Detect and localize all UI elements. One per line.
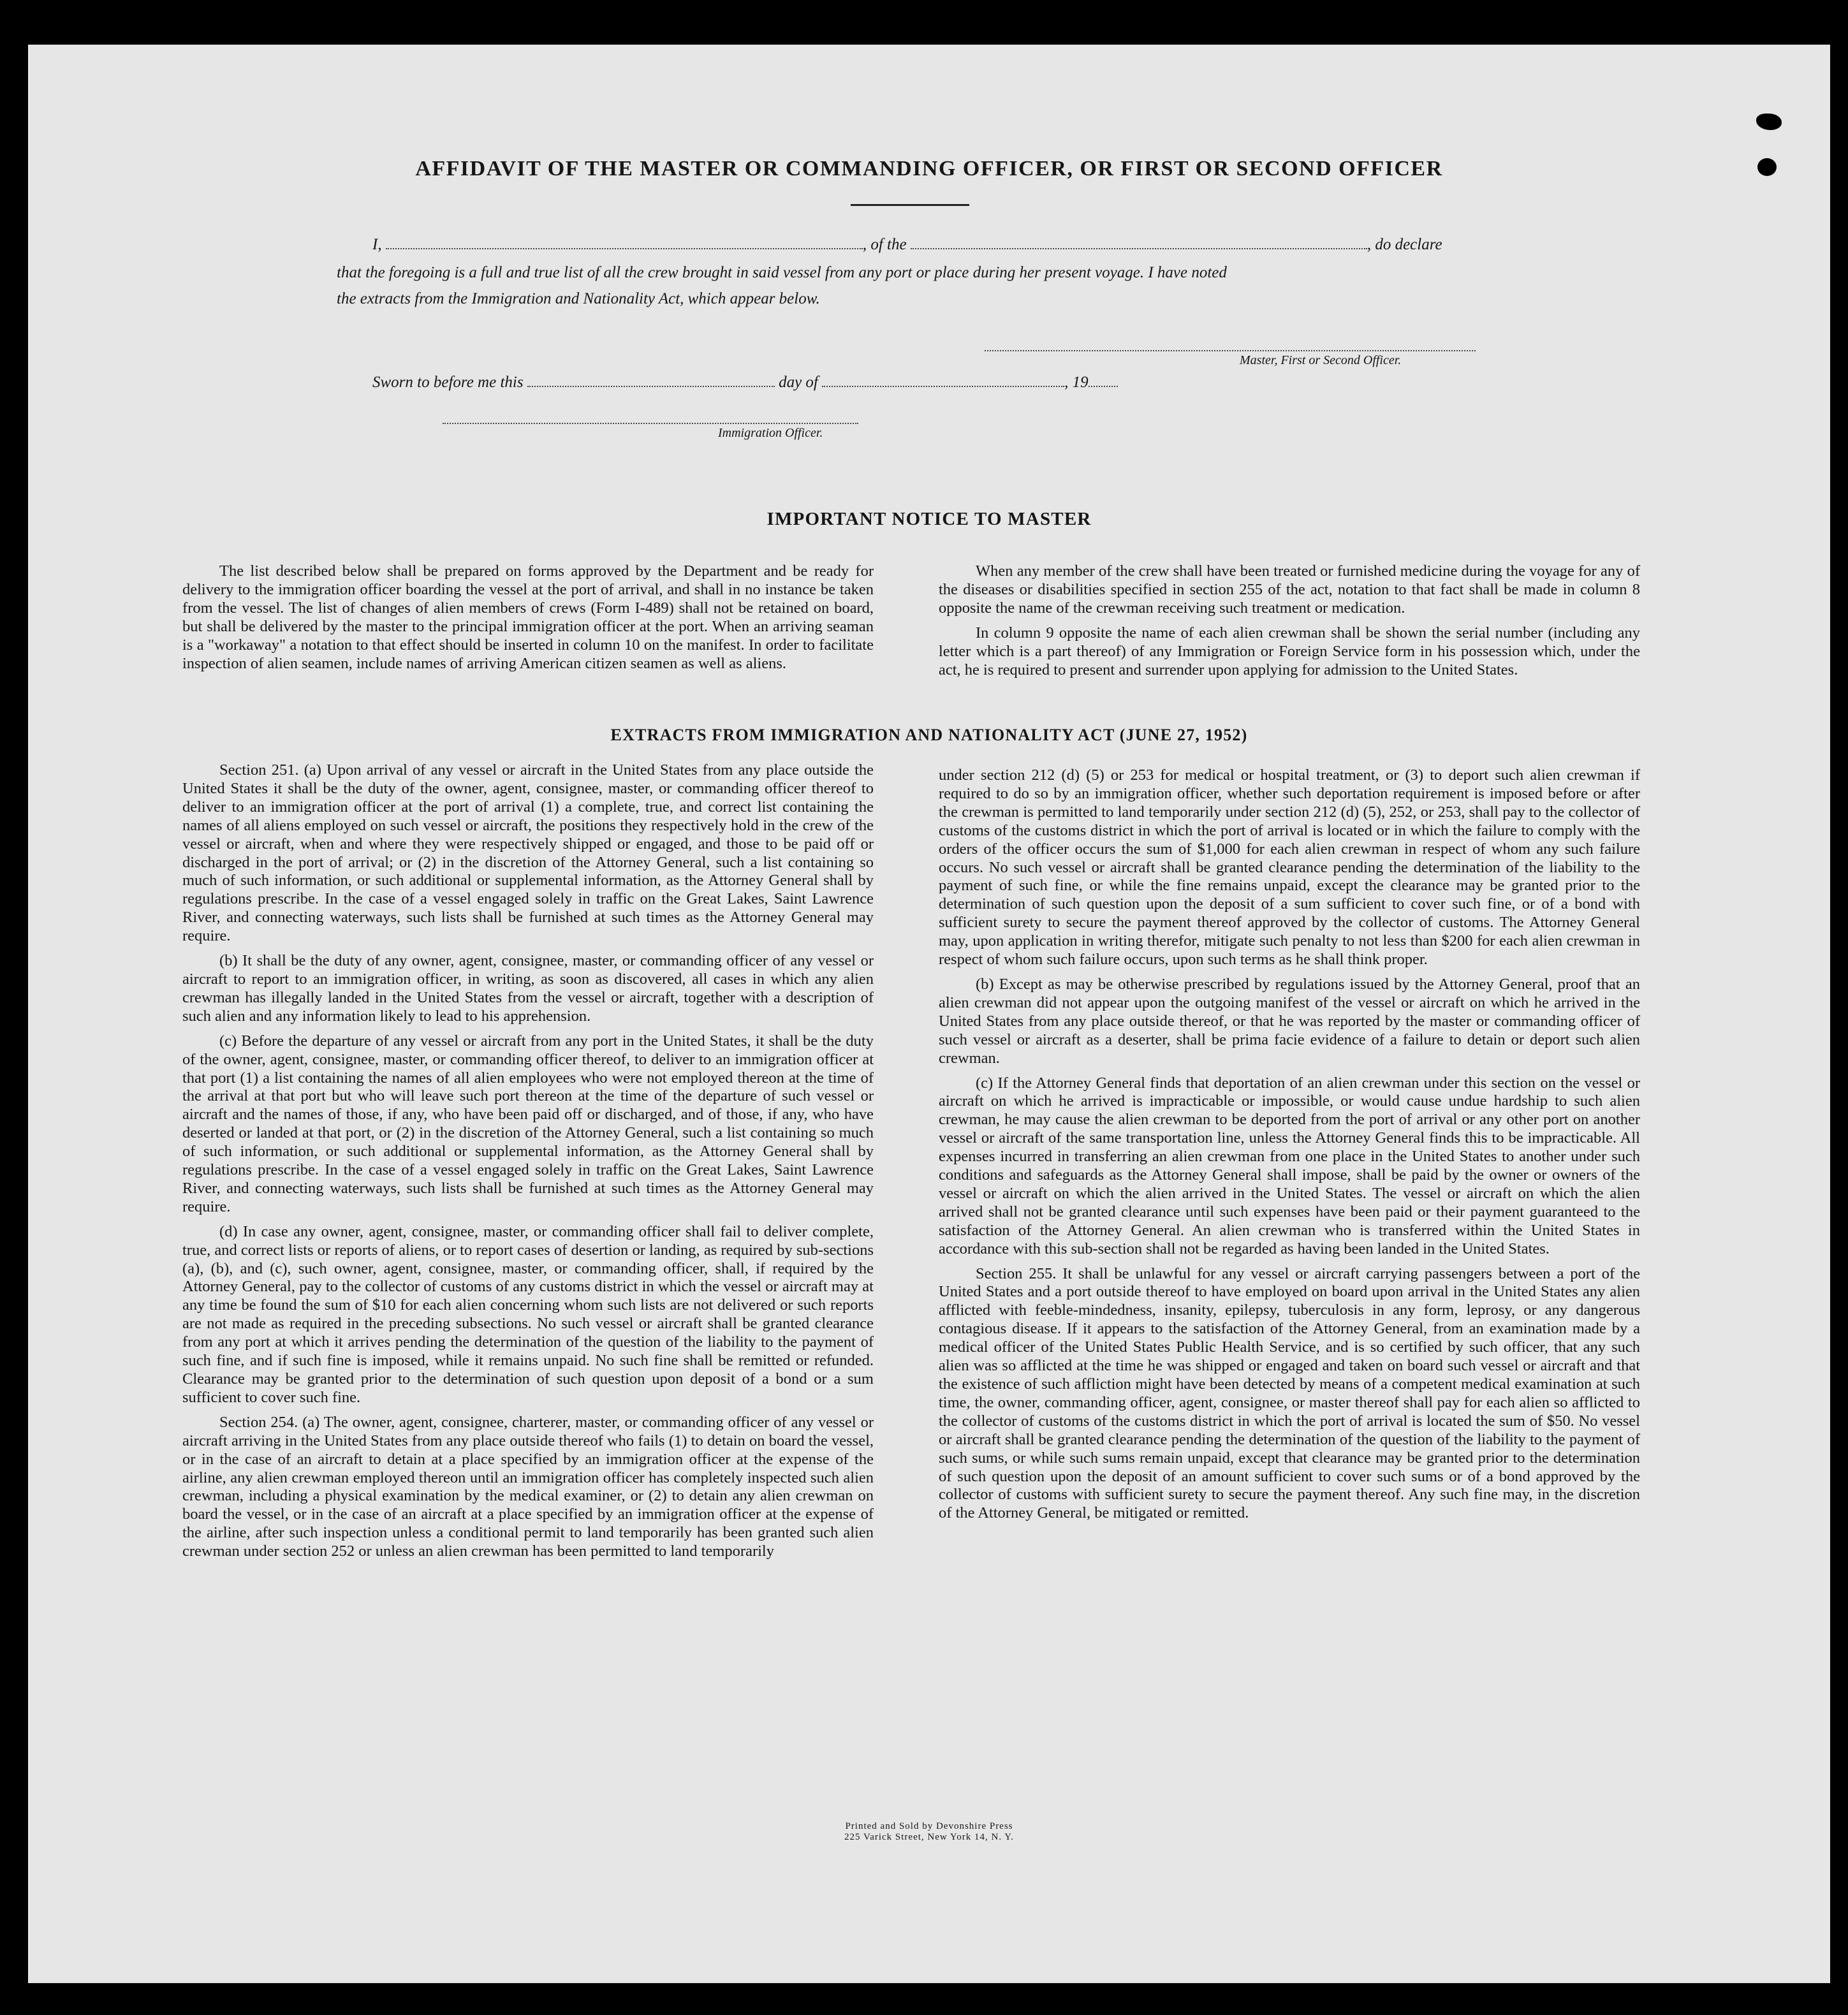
master-signature-field[interactable] (985, 349, 1476, 351)
section-paragraph: Section 254. (a) The owner, agent, consignee, charterer, master, or commanding officer of any vessel or aircraft arriving in the United States from any place outside thereof who fails (1) to detain on board the vessel, or in the case of an aircraft to detain at a place specified by an immigration officer at the expense of the airline, any alien crewman employed thereon until an immigration officer has completely inspected such alien crewman, including a physical examination by the medical examiner, or (2) to detain any alien crewman on board the vessel, or in the case of an aircraft at a place specified by an immigration officer at the expense of the airline, after such inspection unless a conditional permit to land temporarily has been granted such alien crewman under section 252 or unless an alien crewman has been permitted to land temporarily (182, 1413, 874, 1560)
section-paragraph: (c) Before the departure of any vessel or aircraft from any port in the United States, it shall be the duty of the owner, agent, consignee, master, or commanding officer thereof, to deliver to an immigration officer at that port (1) a list containing the names of all alien employees who were not employed thereon at the time of the arrival at that port but who will leave such port thereon at the time of the departure of such vessel or aircraft and the names of those, if any, who have been paid off or discharged, and of those, if any, who have deserted or landed at that port, or (2) in the discretion of the Attorney General, such a list containing so much of such information, or such additional or supplemental information, as the Attorney General shall by regulations prescribe. In the case of a vessel engaged solely in traffic on the Great Lakes, Saint Lawrence River, and connecting waterways, such lists shall be furnished at such times as the Attorney General may require. (182, 1032, 874, 1215)
section-paragraph: (b) Except as may be otherwise prescribed by regulations issued by the Attorney General, proof that an alien crewman did not appear upon the outgoing manifest of the vessel or aircraft on which he arrived in the United States from any place outside thereof, or that he was reported by the master or commanding officer of such vessel or aircraft as a deserter, shall be prima facie evidence of a failure to detain or deport such alien crewman. (939, 975, 1640, 1067)
extracts-right-column (939, 766, 1640, 1529)
immigration-officer-caption: Immigration Officer. (718, 426, 823, 440)
sworn-year-field[interactable] (1089, 385, 1118, 387)
immigration-officer-signature-field[interactable] (443, 422, 858, 424)
title-rule (851, 204, 969, 206)
declarant-name-field[interactable] (386, 247, 863, 249)
declarant-label: I, (372, 236, 382, 253)
year-label: , 19 (1064, 374, 1089, 391)
section-paragraph: Section 251. (a) Upon arrival of any vessel or aircraft in the United States from any place outside the United States it shall be the duty of the owner, agent, consignee, master, or commanding officer thereof to deliver to an immigration officer at the port of arrival (1) a complete, true, and correct list containing the names of all aliens employed on such vessel or aircraft, the positions they respectively hold in the crew of the vessel or aircraft, when and where they were respectively shipped or engaged, and those to be paid off or discharged in the port of arrival; or (2) in the discretion of the Attorney General, such a list containing so much of such information, or such additional or supplemental information, as the Attorney General shall by regulations prescribe. In the case of a vessel engaged solely in traffic on the Great Lakes, Saint Lawrence River, and connecting waterways, such lists shall be furnished at such times as the Attorney General may require. (182, 761, 874, 945)
declaration-line-3: the extracts from the Immigration and Nationality Act, which appear below. (337, 290, 820, 307)
extracts-left-column (182, 761, 874, 1567)
section-paragraph: Section 255. It shall be unlawful for any vessel or aircraft carrying passengers between a port of the United States and a port outside thereof to have employed on board upon arrival in the United States any alien afflicted with feeble-mindedness, insanity, epilepsy, tuberculosis in any form, leprosy, or any dangerous contagious disease. If it appears to the satisfaction of the Attorney General, from an examination made by a medical officer of the United States Public Health Service, and is so certified by such officer, that any such alien was so afflicted at the time he was shipped or engaged and taken on board such vessel or aircraft and that the existence of such affliction might have been detected by means of a competent medical examination at such time, the owner, commanding officer, agent, consignee, or master thereof shall pay for each alien so afflicted to the collector of customs of the customs district in which the port of arrival is located the sum of $50. No vessel or aircraft shall be granted clearance pending the determination of the question of the liability to the payment of such sums, or while such sums remain unpaid, except that clearance may be granted prior to the determination of such question upon the deposit of an amount sufficient to cover such sums or of a bond approved by the collector of customs with sufficient surety to secure the payment thereof. Any such fine may, in the discretion of the Attorney General, be mitigated or remitted. (939, 1264, 1640, 1522)
imprint-line-1: Printed and Sold by Devonshire Press (845, 1821, 1013, 1831)
imprint-line-2: 225 Varick Street, New York 14, N. Y. (844, 1832, 1014, 1842)
section-paragraph: under section 212 (d) (5) or 253 for medical or hospital treatment, or (3) to deport such alien crewman if required to do so by an immigration officer, whether such deportation requirement is imposed before or after the crewman is permitted to land temporarily under section 212 (d) (5), 252, or 253, shall pay to the collector of customs of the customs district in which the port of arrival is located or in which the failure to comply with the orders of the officer occurs the sum of $1,000 for each alien crewman in respect of whom any such failure occurs. No such vessel or aircraft shall be granted clearance pending the determination of the liability to the payment of such fine, or while the fine remains unpaid, except the clearance may be granted prior to the determination of such question upon the deposit of a sum sufficient to cover such fine, or of a bond with sufficient surety to secure the payment thereof approved by the collector of customs. The Attorney General may, upon application in writing therefor, mitigate such penalty to not less than $200 for each alien crewman in respect of whom such failure occurs, upon such terms as he shall think proper. (939, 766, 1640, 969)
notice-heading: IMPORTANT NOTICE TO MASTER (766, 509, 1092, 529)
printer-imprint (28, 1821, 1830, 1843)
notice-right-column (939, 562, 1640, 685)
notice-paragraph: The list described below shall be prepared on forms approved by the Department and be ready for delivery to the immigration officer boarding the vessel at the port of arrival, and shall in no instance be taken from the vessel. The list of changes of alien members of crews (Form I-489) shall not be retained on board, but shall be delivered by the master to the principal immigration officer at the port. When an arriving seaman is a "workaway" a notation to that effect should be inserted in column 10 on the manifest. In order to facilitate inspection of alien seamen, include names of arriving American citizen seamen as well as aliens. (182, 562, 874, 672)
master-signature-caption: Master, First or Second Officer. (1240, 353, 1402, 367)
declare-label: , do declare (1367, 236, 1442, 253)
affidavit-title: AFFIDAVIT OF THE MASTER OR COMMANDING OFFICER, OR FIRST OR SECOND OFFICER (415, 157, 1443, 180)
notice-left-column (182, 562, 874, 679)
document-sheet (28, 45, 1830, 1983)
section-paragraph: (c) If the Attorney General finds that deportation of an alien crewman under this section on the vessel or aircraft on which he arrived is impracticable or impossible, or would cause undue hardship to such alien crewman, he may cause the alien crewman to be deported from the port of arrival or any other port on another vessel or aircraft of the same transportation line, unless the Attorney General finds this to be impracticable. All expenses incurred in transferring an alien crewman from one place in the United States to another under such conditions and safeguards as the Attorney General shall impose, shall be paid by the owner or owners of the vessel or aircraft on which the alien arrived in the United States. The vessel or aircraft on which the alien arrived shall not be granted clearance until such expenses have been paid or their payment guaranteed to the satisfaction of the Attorney General. An alien crewman who is transferred within the United States in accordance with this sub-section shall not be regarded as having been landed in the United States. (939, 1074, 1640, 1257)
declaration-line-1 (372, 236, 1442, 254)
extracts-heading: EXTRACTS FROM IMMIGRATION AND NATIONALITY ACT (JUNE 27, 1952) (610, 726, 1248, 744)
vessel-name-field[interactable] (911, 247, 1367, 249)
notice-paragraph: When any member of the crew shall have been treated or furnished medicine during the voyage for any of the diseases or disabilities specified in section 255 of the act, notation to that fact shall be made in column 8 opposite the name of the crewman receiving such treatment or medication. (939, 562, 1640, 617)
notice-paragraph: In column 9 opposite the name of each alien crewman shall be shown the serial number (including any letter which is a part thereof) of any Immigration or Foreign Service form in his possession which, under the act, he is required to present and surrender upon applying for admission to the United States. (939, 624, 1640, 678)
day-of-label: day of (779, 374, 818, 391)
scan-speck-blot (1756, 114, 1782, 130)
sworn-month-field[interactable] (822, 385, 1064, 387)
sworn-day-field[interactable] (527, 385, 775, 387)
declaration-line-2: that the foregoing is a full and true list of all the crew brought in said vessel from any port or place during her present voyage. I have noted (337, 264, 1227, 281)
sworn-line (372, 374, 1118, 392)
vessel-label: , of the (862, 236, 907, 253)
sworn-label: Sworn to before me this (372, 374, 524, 391)
section-paragraph: (b) It shall be the duty of any owner, agent, consignee, master, or commanding officer of any vessel or aircraft to report to an immigration officer, in writing, as soon as discovered, all cases in which any alien crewman has illegally landed in the United States from the vessel or aircraft, together with a description of such alien and any information likely to lead to his apprehension. (182, 952, 874, 1025)
section-paragraph: (d) In case any owner, agent, consignee, master, or commanding officer shall fail to deliver complete, true, and correct lists or reports of aliens, or to report cases of desertion or landing, as required by sub-sections (a), (b), and (c), such owner, agent, consignee, master, or commanding officer, shall, if required by the Attorney General, pay to the collector of customs of any customs district in which the vessel or aircraft may at any time be found the sum of $10 for each alien concerning whom such lists are not delivered or such reports are not made as required in the preceding subsections. No such vessel or aircraft shall be granted clearance from any port at which it arrives pending the determination of the question of the liability to the payment of such fine, and if such fine is imposed, while it remains unpaid. No such fine shall be remitted or refunded. Clearance may be granted prior to the determination of such question upon deposit of a bond or a sum sufficient to cover such fine. (182, 1222, 874, 1406)
